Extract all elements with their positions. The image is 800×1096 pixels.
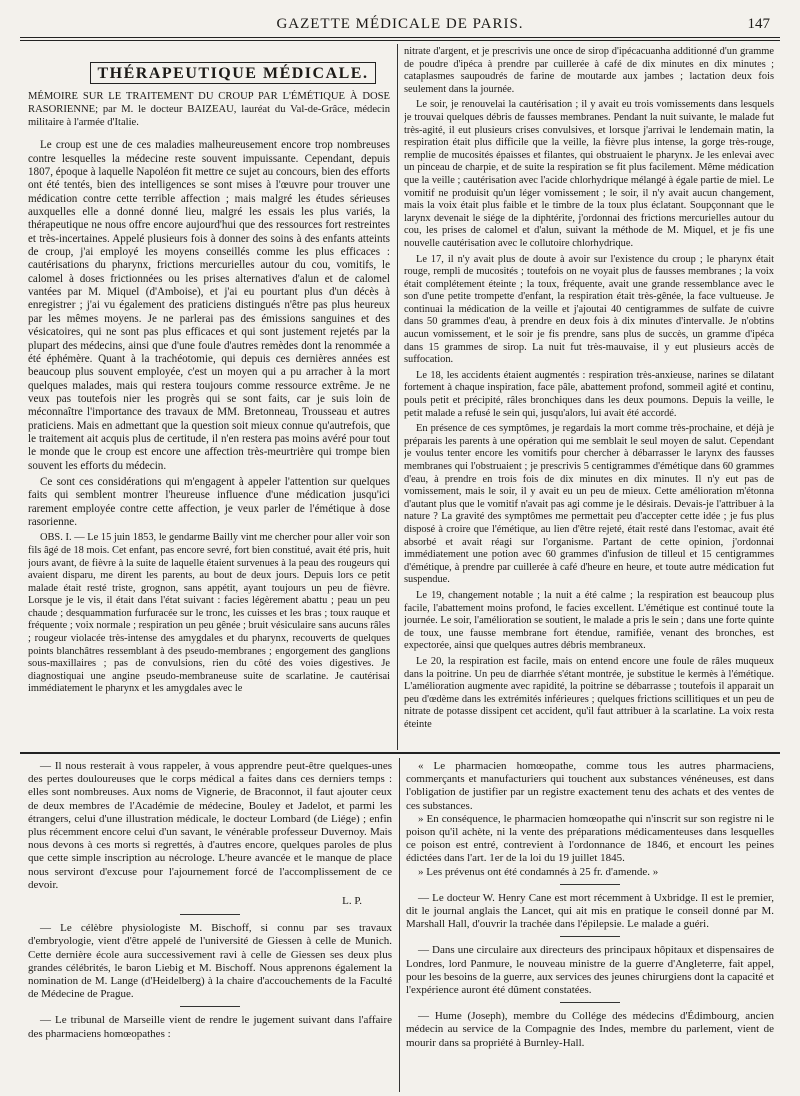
news-item: — Le tribunal de Marseille vient de rendre le jugement suivant dans l'affaire des pharmaciens homœopathes : xyxy=(28,1014,392,1040)
paragraph: Ce sont ces considérations qui m'engagent à appeler l'attention sur quelques faits qui semblent montrer l'heureuse influence d'une médication jusqu'ici rarement employée contre cette affection, je veux parler de l'émétique à dose rasorienne. xyxy=(28,475,390,528)
news-item: — Le célèbre physiologiste M. Bischoff, si connu par ses travaux d'embryologie, vient d'être appelé de l'université de Giessen à celle de Munich. Cette dernière école aura successivement ravi à celle de Giessen ses deux plus grandes célébrités, le baron Liebig et M. Bischoff. Nous apprenons également la nomination de M. Lange (d'Heidelberg) à la chaire d'accouchements de la Faculté de Médecine de Prague. xyxy=(28,922,392,1001)
paragraph: Le 17, il n'y avait plus de doute à avoir sur l'existence du croup ; le pharynx était rouge, rempli de mucosités ; toutefois on ne voyait plus de fausses membranes ; la voix était complétement éteinte ; la toux, fréquente, avait une grande ressemblance avec le son d'une petite trompette d'enfant, la respiration était très-gênée, la face vultueuse. Je continuai la médication de la veille et j'ajoutai 40 centigrammes de sulfate de cuivre dans 50 grammes d'eau, à prendre en deux fois à dix minutes d'intervalle. Je n'obtins aucun vomissement, et le soir je fis prendre, sans plus de succès, un gramme d'ipéca dans 15 grammes de sirop. La nuit fut très-mauvaise, il y eut plusieurs accès de suffocation. xyxy=(404,253,774,366)
quote-paragraph: « Le pharmacien homœopathe, comme tous les autres pharmaciens, commerçants et manufacturiers qui touchent aux substances vénéneuses, est dans l'obligation de justifier par un registre exactement tenu des achats et des ventes de ces substances. xyxy=(406,760,774,812)
bottom-column-divider xyxy=(399,758,400,1092)
paragraph: Le 18, les accidents étaient augmentés : respiration très-anxieuse, narines se dilatant fortement à chaque inspiration, face pâle, abattement profond, sommeil agité et continu, pouls petit et précipité, râles bronchiques dans les deux poumons. Depuis la veille, le petit malade a refusé le sein qui, jusqu'alors, lui avait été accordé. xyxy=(404,369,774,419)
section-divider xyxy=(20,752,780,754)
news-item: — Il nous resterait à vous rappeler, à vous apprendre peut-être quelques-unes des pertes douloureuses que le corps médical a faites dans ces derniers temps : elles sont nombreuses. Aux noms de Vignerie, de Braconnot, il faut ajouter ceux de deux membres de l'Académie de médecine, Bouley et Jadelot, et parmi les étrangers, celui d'une illustration médicale, le docteur Lombard (de Liége) ; enfin plus récemment encore celui d'un savant, le vénérable professeur Duvernoy. Mais nous devons à ces morts si regrettés, à d'autres encore, quelques paroles de plus que cette simple inscription au nécrologe. L'heure avancée et le manque de place nous serviront d'excuse pour l'ajournement forcé de l'accomplissement de ce devoir. xyxy=(28,760,392,891)
right-column xyxy=(404,46,774,750)
short-rule xyxy=(560,884,620,885)
left-column xyxy=(28,46,390,750)
short-rule xyxy=(180,1006,240,1007)
short-rule xyxy=(180,914,240,915)
header-rule xyxy=(20,37,780,41)
short-rule xyxy=(560,936,620,937)
quote-paragraph: » En conséquence, le pharmacien homœopathe qui n'inscrit sur son registre ni le poison qu'il achète, ni la vente des préparations médicamenteuses dans lesquelles ce poison est entré, contrevient à l'ordonnance de 1846, et encourt les peines édictées dans l'art. 1er de la loi du 19 juillet 1845. xyxy=(406,812,774,865)
paragraph: Le soir, je renouvelai la cautérisation ; il y avait eu trois vomissements dans lesquels je trouvai quelques débris de fausses membranes. Pendant la nuit suivante, le malade fut très-agité, il eut plusieurs crises convulsives, et lorsque j'arrivai le lendemain matin, la respiration était plus difficile que la veille, la fièvre plus intense, la gorge très-rouge, remplie de mucosités épaisses et filantes, qui obstruaient le pharynx. Je les enlevai avec un pinceau de charpie, et de suite la respiration se fit plus facilement. Même médication que la veille ; cautérisation avec l'acide chlorhydrique mélangé à égale partie de miel. Le vomitif ne produisit qu'un léger vomissement ; le soir, il n'y avait aucun changement, mais la voix était plus faible et le timbre de la toux plus éclatant. Soupçonnant que le larynx devenait le siége de la diphtérite, j'ordonnai des frictions mercurielles autour du cou, les prises de calomel et d'alun, suivant la méthode de M. Miquel, et je fis une nouvelle cautérisation avec le collutoire chlorhydrique. xyxy=(404,99,774,249)
short-rule xyxy=(560,1002,620,1003)
journal-title: GAZETTE MÉDICALE DE PARIS. xyxy=(276,16,524,32)
news-item: — Hume (Joseph), membre du Collége des médecins d'Édimbourg, ancien médecin au service de la Compagnie des Indes, membre du parlement, vient de mourir dans sa propriété à Burnley-Hall. xyxy=(406,1010,774,1049)
article-title: MÉMOIRE SUR LE TRAITEMENT DU CROUP PAR L'ÉMÉTIQUE À DOSE RASORIENNE; par M. le docteur BAIZEAU, lauréat du Val-de-Grâce, médecin militaire à l'armée d'Italie. xyxy=(28,91,390,129)
paragraph: Le 20, la respiration est facile, mais on entend encore une foule de râles muqueux dans la poitrine. Un peu de diarrhée s'étant montrée, je substitue le kermès à l'émétique. L'amélioration augmente avec rapidité, la poitrine se débarrasse ; toutefois il apparait un peu d'œdème dans les extrémités inférieures ; quelques frictions scillitiques et un peu de nitrate de potasse dissipent cet accident, qu'il faut attribuer à la scarlatine. La voix resta éteinte xyxy=(404,655,774,730)
paragraph: Le 19, changement notable ; la nuit a été calme ; la respiration est beaucoup plus facile, l'abattement moins profond, le facies excellent. L'émétique est continué toute la journée. Le soir, l'amélioration se soutient, le malade a pris le sein ; dans une forte quinte de toux, une fausse membrane fort étendue, ramifiée, venant des bronches, est expectorée, ainsi que quelques autres débris membraneux. xyxy=(404,589,774,652)
section-title: THÉRAPEUTIQUE MÉDICALE. xyxy=(90,62,376,84)
bottom-right-column xyxy=(406,760,774,1094)
running-head xyxy=(0,14,800,36)
news-item: — Dans une circulaire aux directeurs des principaux hôpitaux et dispensaires de Londres, lord Panmure, le nouveau ministre de la guerre d'Angleterre, fait appel, pour les besoins de la guerre, aux services des jeunes chirurgiens dont la capacité et l'expérience auront été dûment constatées. xyxy=(406,944,774,997)
column-divider xyxy=(397,44,398,750)
page-number: 147 xyxy=(747,16,770,32)
signature: L. P. xyxy=(342,895,362,908)
paragraph: nitrate d'argent, et je prescrivis une once de sirop d'ipécacuanha additionné d'un gramme de poudre d'ipéca à prendre par cuillerée à café de dix minutes en dix minutes ; cataplasmes saupoudrés de farine de moutarde aux jambes ; lactation deux fois seulement dans la journée. xyxy=(404,46,774,95)
bottom-left-column xyxy=(28,760,392,1094)
quote-paragraph: » Les prévenus ont été condamnés à 25 fr. d'amende. » xyxy=(418,865,659,878)
news-item: — Le docteur W. Henry Cane est mort récemment à Uxbridge. Il est le premier, dit le journal anglais the Lancet, qui ait mis en pratique le conseil donné par M. Marshall Hall, d'ouvrir la trachée dans l'épilepsie. Le malade a guéri. xyxy=(406,891,774,931)
observation-paragraph: OBS. I. — Le 15 juin 1853, le gendarme Bailly vint me chercher pour aller voir son fils âgé de 18 mois. Cet enfant, pas encore sevré, fort bien constitué, avait été pris, huit jours avant, de fièvre à la suite de laquelle étaient survenues à la peau des rougeurs qui avaient disparu, me dirent les parents, au bout de deux jours. Depuis lors ce petit malade était resté triste, grognon, sans appétit, ayant toujours un peu de fièvre. Lorsque je le vis, il était dans l'état suivant : facies légèrement abattu ; peau un peu chaude ; desquammation furfuracée sur le tronc, les cuisses et les bras ; toux rauque et fréquente ; voix normale ; respiration un peu gênée ; bruit vésiculaire sans aucuns râles ; rougeur violacée très-intense des amygdales et du pharynx, recouverts de quelques points blanchâtres ressemblant à des pseudo-membranes ; engorgement des ganglions sous-maxillaires ; pas de convulsions, rien du côté des voies digestives. Je diagnostiquai une angine pseudo-membraneuse suite de scarlatine. Je cautérisai immédiatement le pharynx et les amygdales avec le xyxy=(28,532,390,695)
paragraph: Le croup est une de ces maladies malheureusement encore trop nombreuses contre lesquelles la médecine reste souvent impuissante. Cependant, depuis 1807, époque à laquelle Napoléon fit mettre ce sujet au concours, bien des efforts ont été tentés, bien des intelligences se sont mises à l'œuvre pour trouver une médication contre cette terrible affection ; mais malgré les études sérieuses auxquelles elle a donné donné lieu, malgré les essais les plus variés, la thérapeutique ne nous offre encore aujourd'hui que des ressources fort restreintes et très-incertaines. Appelé plusieurs fois à donner des soins à des enfants atteints de croup, j'ai employé les moyens conseillés comme les plus efficaces : cautérisations du pharynx, frictions mercurielles autour du cou, vomitifs, le calomel à doses frictionnées ou les prises alternatives d'alun et de calomel vantées par M. Miquel (d'Amboise), et j'ai eu pourtant plus d'un décès à enregistrer ; j'ai vu également des praticiens distingués n'être pas plus heureux par les mêmes moyens. Je ne parlerai pas des émissions sanguines et des vésicatoires, qui ne sont pas plus efficaces et qui sont justement rejetés par la plupart des médecins, ainsi que d'une foule d'autres remèdes dont la renommée a été éphémère. Quant à la trachéotomie, qui depuis ces dernières années est beaucoup plus souvent employée, c'est un moyen qui a pu arracher à la mort quelques malades, mais qui restera toujours comme ressource extrême. Je ne veux pas toutefois nier les progrès qui se sont faits, car je suis loin de méconnaître l'importance des travaux de MM. Bretonneau, Trousseau et autres praticiens. Mais en admettant que la question soit mieux connue qu'autrefois, que le traitement ait acquis plus de certitude, il n'en restera pas moins avéré pour tout le monde que le croup est encore une affection très-meurtrière qui trompe bien souvent les efforts du médecin. xyxy=(28,139,390,472)
paragraph: En présence de ces symptômes, je regardais la mort comme très-prochaine, et déjà je préparais les parents à une opération qui me semblait le seul moyen de salut. Cependant je voulus tenter encore les vomitifs pour chercher à débarrasser le larynx des fausses membranes qui l'obstruaient ; je prescrivis 5 centigrammes d'émétique dans 60 grammes d'eau, à prendre en trois fois de dix minutes en dix minutes. Il n'y eut pas de vomissement, mais le soir, il y avait eu un peu de mieux. Cette amélioration m'étonna d'autant plus que le vomitif n'avait pas agi comme je le désirais. Devais-je l'attribuer à la nature ? La gravité des symptômes me permettait peu d'accepter cette idée ; je fus plus disposé à croire que l'émétique, au lien d'être rejeté, était resté dans l'estomac, avait été absorbé et avait réagi sur l'organisme. Partant de cette opinion, j'ordonnai immédiatement une potion avec 60 grammes d'infusion de tilleul et 15 centigrammes d'émétique, à prendre par cuillerée à café d'heure en heure, et toute autre médication fut suspendue. xyxy=(404,423,774,586)
